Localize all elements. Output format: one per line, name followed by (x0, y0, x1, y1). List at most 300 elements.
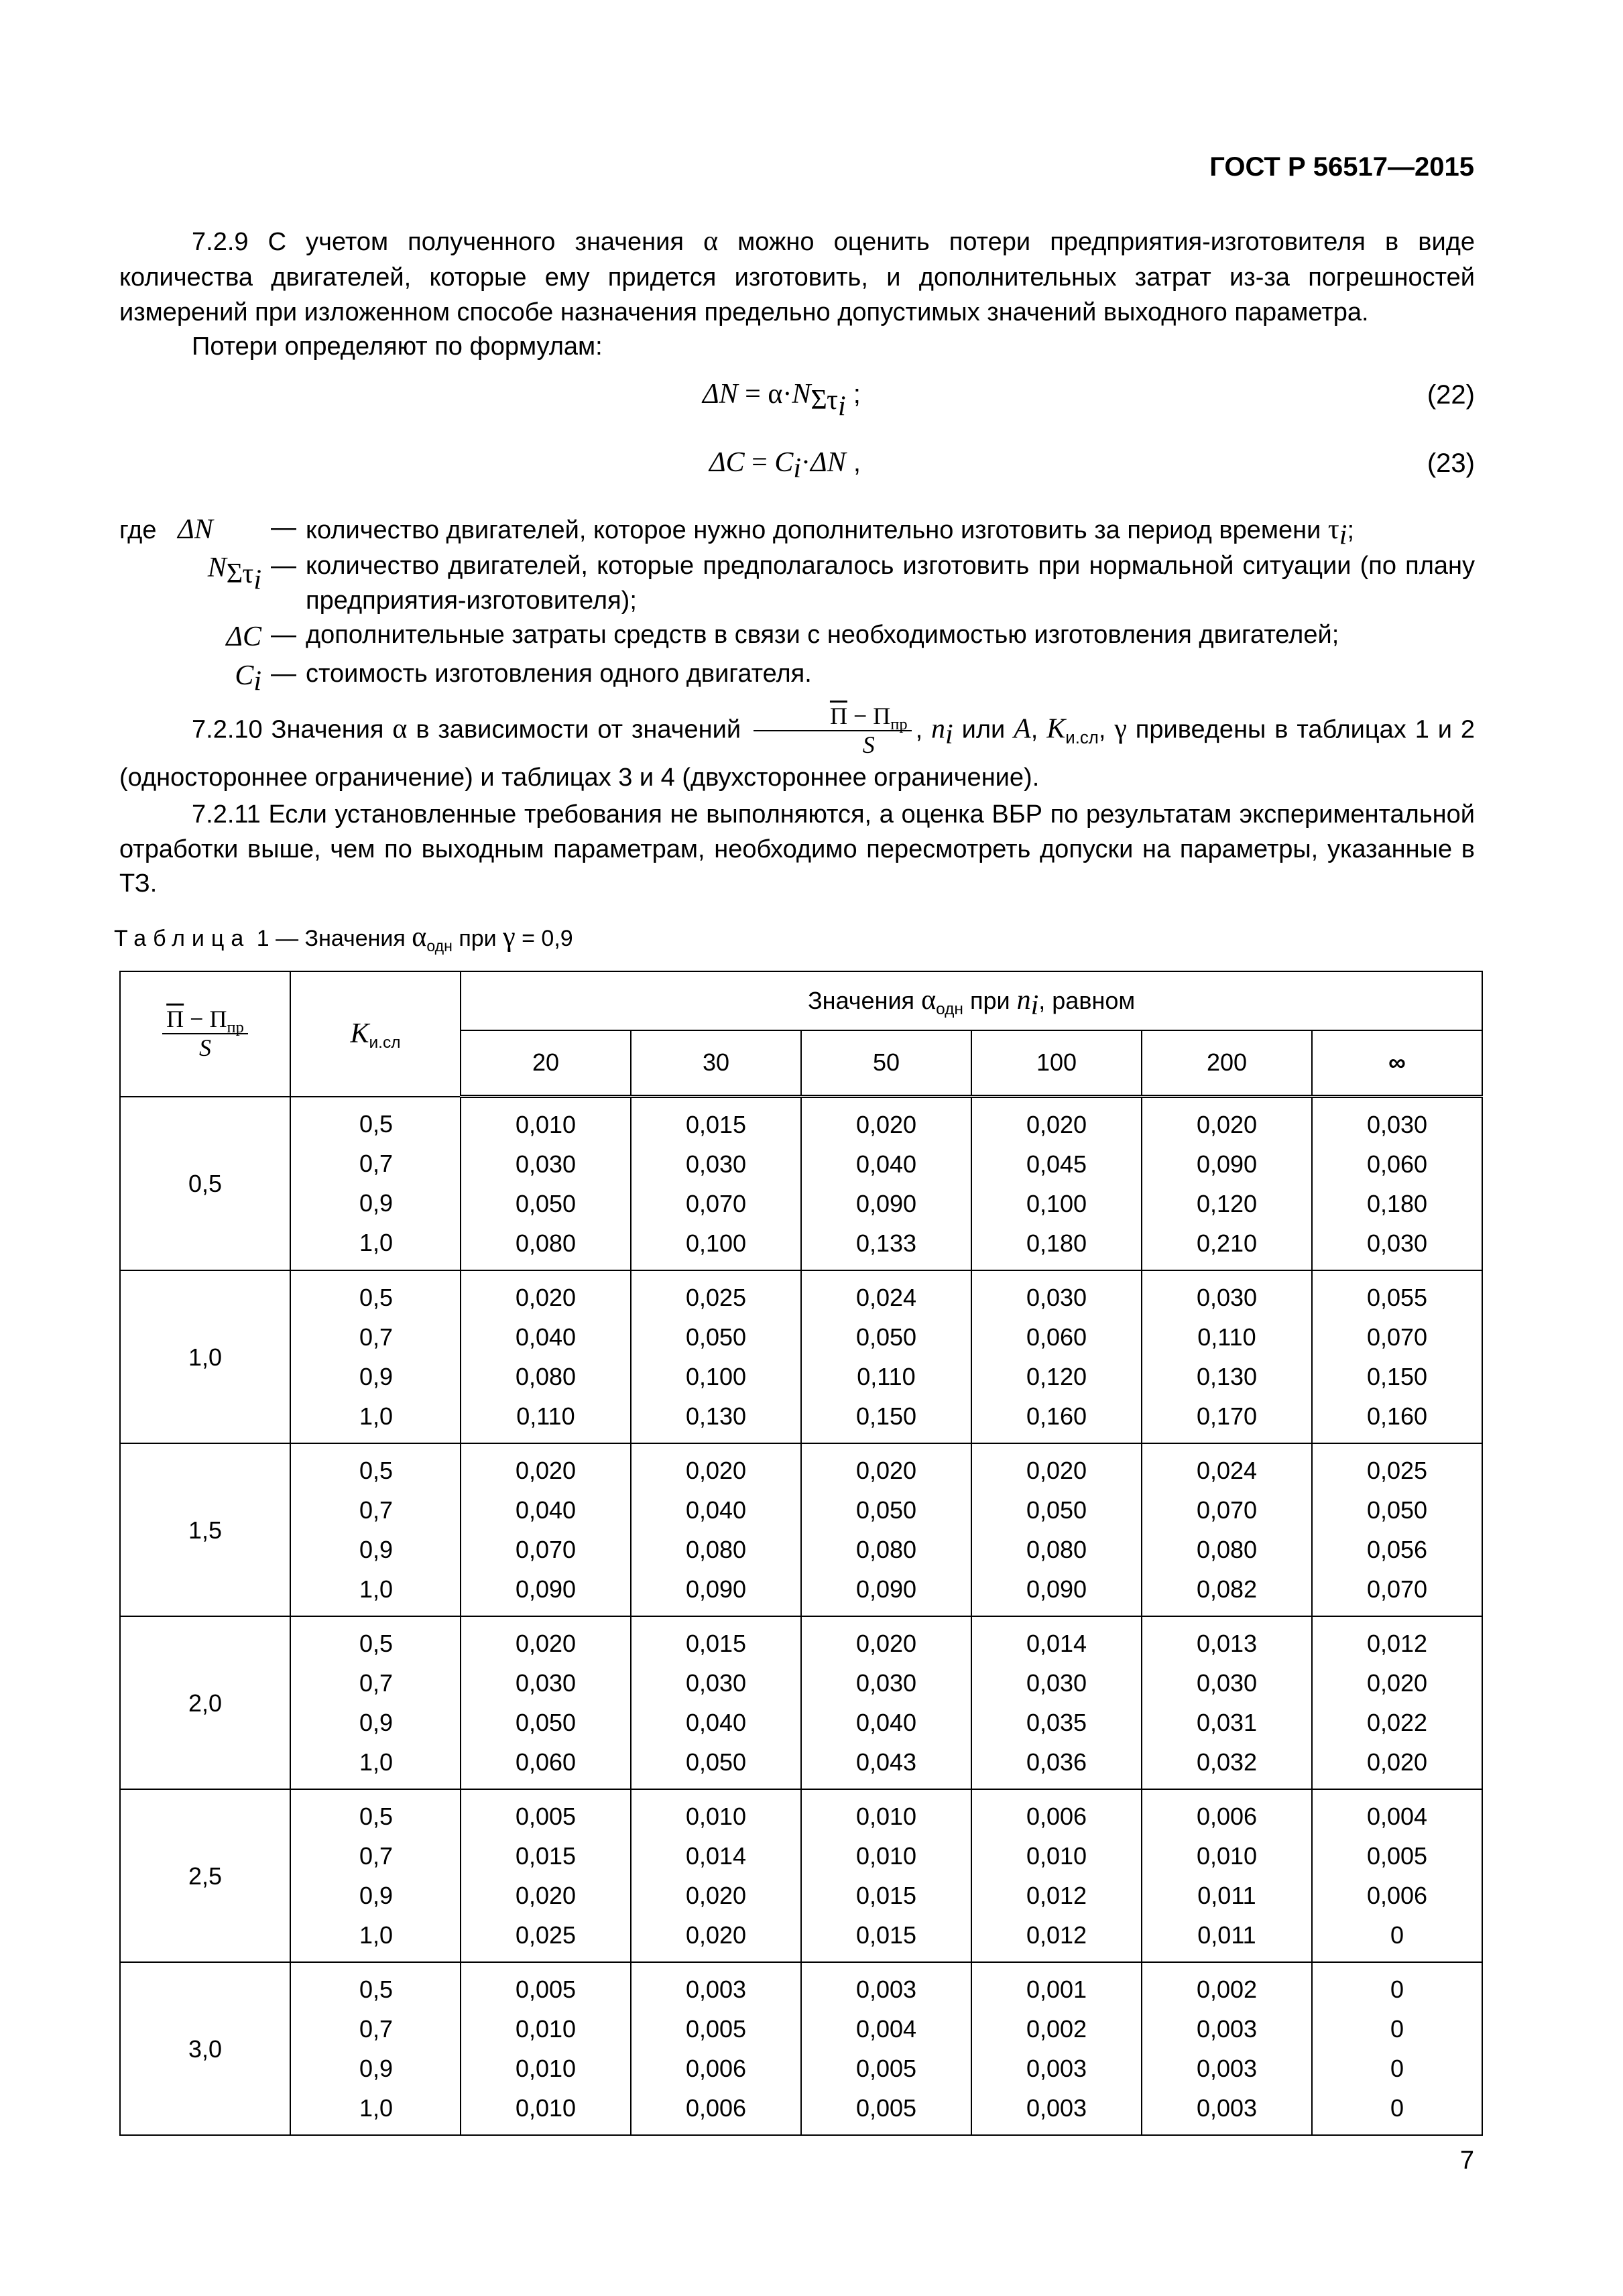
header-k (290, 971, 461, 1097)
alpha-value: 0,050 (685, 1748, 747, 1776)
fraction-numerator: П (829, 703, 847, 729)
subscript: i (1339, 520, 1347, 551)
alpha-value: 0,011 (1197, 1921, 1256, 1949)
alpha-values (971, 1097, 1142, 1271)
alpha-value: 0,060 (515, 1748, 577, 1776)
alpha-value: 0,082 (1196, 1575, 1258, 1603)
alpha-value: 0,170 (1196, 1402, 1258, 1430)
k-value: 0,7 (359, 1669, 393, 1697)
alpha-values (461, 1962, 631, 2135)
header-n-value: 50 (801, 1030, 971, 1097)
alpha-value: 0,002 (1196, 1976, 1258, 2003)
alpha-value: 0,020 (685, 1457, 747, 1484)
alpha-value: 0,180 (1366, 1190, 1428, 1217)
alpha-value: 0,060 (1366, 1150, 1428, 1178)
k-value: 0,7 (359, 1496, 393, 1524)
alpha-values (801, 1616, 971, 1789)
k-value: 0,7 (359, 1150, 393, 1178)
alpha-value: 0,020 (685, 1882, 747, 1909)
alpha-value: 0,110 (1197, 1323, 1256, 1351)
alpha-value: 0 (1390, 1976, 1404, 2003)
formula-22 (703, 375, 861, 422)
alpha-values (461, 1270, 631, 1443)
table-row-group (120, 1097, 1482, 1271)
alpha-values (1312, 1616, 1482, 1789)
subscript: i (253, 564, 261, 596)
alpha-value: 0,080 (685, 1536, 747, 1563)
k-symbol: K (350, 1018, 369, 1049)
k-value: 0,9 (359, 1363, 393, 1390)
alpha-values (971, 1789, 1142, 1962)
alpha-value: 0,090 (855, 1190, 917, 1217)
alpha-value: 0,050 (1026, 1496, 1087, 1524)
alpha-values (801, 1962, 971, 2135)
alpha-value: 0,070 (1366, 1575, 1428, 1603)
text: приведены в таблицах 1 и 2 (одностороннее ограничение) и таблицах 3 и 4 (двухстороннее ограничение). (119, 715, 1475, 792)
alpha-value: 0,010 (855, 1803, 917, 1830)
symbol-definitions (119, 511, 1475, 695)
alpha-value: 0,012 (1026, 1921, 1087, 1949)
alpha-value: 0,133 (855, 1229, 917, 1257)
alpha-value: 0,020 (1366, 1669, 1428, 1697)
text: , (1098, 715, 1115, 744)
alpha-value: 0,130 (1196, 1363, 1258, 1390)
k-value: 0,9 (359, 1709, 393, 1736)
alpha-value: 0,012 (1366, 1630, 1428, 1657)
alpha-value: 0,010 (685, 1803, 747, 1830)
alpha-value: 0 (1390, 2055, 1404, 2082)
alpha-value: 0,020 (515, 1457, 577, 1484)
k-value: 0,5 (359, 1630, 393, 1657)
alpha-value: 0,120 (1026, 1363, 1087, 1390)
subscript: i (1030, 990, 1039, 1022)
ratio-value: 2,5 (120, 1789, 290, 1962)
alpha-value: 0 (1390, 2094, 1404, 2122)
alpha-value: 0,040 (685, 1496, 747, 1524)
alpha-values (461, 1616, 631, 1789)
definition-symbol (119, 511, 261, 549)
formula-lhs: ΔC (709, 447, 745, 478)
alpha-value: 0,004 (1366, 1803, 1428, 1830)
fraction-numerator: П (166, 1005, 184, 1032)
alpha-value: 0,160 (1366, 1402, 1428, 1430)
alpha-value: 0,090 (685, 1575, 747, 1603)
definition-text: стоимость изготовления одного двигателя. (306, 659, 812, 688)
text: , (915, 715, 932, 744)
alpha-value: 0,005 (855, 2094, 917, 2122)
definition-text (306, 511, 1475, 549)
alpha-value: 0,043 (855, 1748, 917, 1776)
alpha-value: 0,020 (1026, 1457, 1087, 1484)
alpha-value: 0,006 (685, 2094, 747, 2122)
n-symbol: N (792, 379, 811, 410)
alpha-value: 0,045 (1026, 1150, 1087, 1178)
alpha-value: 0,020 (1366, 1748, 1428, 1776)
alpha-values (1312, 1789, 1482, 1962)
gamma-symbol: γ (1114, 713, 1127, 745)
alpha-value: 0,030 (515, 1669, 577, 1697)
alpha-value: 0 (1390, 1921, 1404, 1949)
alpha-values (1142, 1789, 1312, 1962)
alpha-value: 0,006 (1366, 1882, 1428, 1909)
n-symbol: n (1016, 985, 1031, 1016)
alpha-value: 0,040 (855, 1709, 917, 1736)
alpha-value: 0,010 (1026, 1842, 1087, 1870)
alpha-value: 0,040 (515, 1496, 577, 1524)
k-value: 0,5 (359, 1457, 393, 1484)
subscript: i (793, 453, 802, 484)
text: можно оценить потери предприятия-изготовителя в виде количества двигателей, которые ему придется изготовить, и дополнительных затрат из-за погрешностей измерений при изложенном способе назначения предельно допустимых значений выходного параметра. (119, 228, 1476, 326)
alpha-values (1312, 1270, 1482, 1443)
k-values (290, 1789, 461, 1962)
alpha-symbol: α (392, 713, 408, 745)
alpha-value: 0,055 (1366, 1284, 1428, 1311)
alpha-value: 0,015 (855, 1882, 917, 1909)
alpha-value: 0,003 (1196, 2015, 1258, 2043)
alpha-value: 0,030 (685, 1669, 747, 1697)
alpha-value: 0,070 (1196, 1496, 1258, 1524)
alpha-value: 0,010 (1196, 1842, 1258, 1870)
alpha-value: 0,031 (1196, 1709, 1258, 1736)
alpha-value: 0,003 (855, 1976, 917, 2003)
k-values (290, 1443, 461, 1616)
k-value: 1,0 (359, 1575, 393, 1603)
alpha-value: 0,030 (855, 1669, 917, 1697)
k-value: 0,5 (359, 1976, 393, 2003)
alpha-symbol: α (921, 985, 937, 1016)
alpha-value: 0,015 (515, 1842, 577, 1870)
k-value: 0,7 (359, 1323, 393, 1351)
alpha-value: 0,005 (685, 2015, 747, 2043)
alpha-value: 0,014 (685, 1842, 747, 1870)
definition-symbol (119, 549, 261, 618)
punctuation: , (845, 448, 861, 477)
alpha-value: 0 (1390, 2015, 1404, 2043)
alpha-symbol: α (768, 379, 783, 410)
alpha-value: 0,006 (1196, 1803, 1258, 1830)
alpha-value: 0,050 (515, 1709, 577, 1736)
alpha-value: 0,003 (685, 1976, 747, 2003)
subscript: одн (426, 936, 453, 955)
formula-23 (709, 444, 861, 482)
alpha-value: 0,020 (515, 1630, 577, 1657)
alpha-value: 0,030 (1366, 1229, 1428, 1257)
alpha-value: 0,130 (685, 1402, 747, 1430)
definition-row (119, 657, 1475, 695)
k-value: 0,9 (359, 1536, 393, 1563)
alpha-value: 0,011 (1197, 1882, 1256, 1909)
c-symbol: C (774, 447, 794, 478)
alpha-values (1142, 1962, 1312, 2135)
dot-operator: · (801, 447, 811, 478)
ratio-value: 2,0 (120, 1616, 290, 1789)
fraction-denominator: S (199, 1034, 211, 1062)
alpha-values (971, 1962, 1142, 2135)
equals-sign: = (744, 447, 775, 478)
ratio-value: 3,0 (120, 1962, 290, 2135)
header-n-value: 100 (971, 1030, 1142, 1097)
definition-row (119, 511, 1475, 549)
ratio-value: 0,5 (120, 1097, 290, 1271)
header-ratio (120, 971, 290, 1097)
alpha-value: 0,030 (1366, 1111, 1428, 1138)
text: или (953, 715, 1014, 744)
alpha-value: 0,120 (1196, 1190, 1258, 1217)
equation-number-23: (23) (1427, 448, 1475, 478)
alpha-values (1142, 1270, 1312, 1443)
k-value: 0,5 (359, 1284, 393, 1311)
ratio-value: 1,0 (120, 1270, 290, 1443)
symbol: ΔC (226, 621, 261, 653)
text: ; (1347, 516, 1355, 544)
alpha-value: 0,035 (1026, 1709, 1087, 1736)
definition-text: количество двигателей, которые предполагалось изготовить при нормальной ситуации (по плану предприятия-изготовителя); (306, 552, 1475, 615)
alpha-value: 0,050 (685, 1323, 747, 1351)
symbol: ΔN (178, 514, 213, 545)
alpha-value: 0,020 (515, 1284, 577, 1311)
alpha-value: 0,022 (1366, 1709, 1428, 1736)
table-caption (114, 918, 573, 957)
alpha-value: 0,020 (855, 1630, 917, 1657)
alpha-value: 0,080 (515, 1229, 577, 1257)
paragraph-7-2-11: 7.2.11 Если установленные требования не выполняются, а оценка ВБР по результатам экспериментальной отработки выше, чем по выходным параметрам, необходимо пересмотреть допуски на параметры, указанные в ТЗ. (119, 800, 1475, 898)
alpha-value: 0,040 (855, 1150, 917, 1178)
alpha-value: 0,003 (1026, 2094, 1087, 2122)
dash: — (271, 552, 296, 581)
dot-operator: · (782, 379, 792, 410)
alpha-value: 0,080 (855, 1536, 917, 1563)
text: 7.2.10 Значения (192, 715, 393, 744)
text: , (1030, 715, 1047, 744)
table-row-group (120, 1616, 1482, 1789)
subscript: Στ (226, 558, 254, 589)
alpha-value: 0,030 (1026, 1669, 1087, 1697)
header-text: Значения (807, 987, 922, 1015)
k-value: 0,5 (359, 1803, 393, 1830)
alpha-value: 0,013 (1196, 1630, 1258, 1657)
header-text: при (963, 987, 1017, 1015)
alpha-value: 0,015 (685, 1111, 747, 1138)
caption-text: 1 — Значения (250, 926, 412, 951)
formula-lhs: ΔN (703, 379, 738, 410)
alpha-value: 0,160 (1026, 1402, 1087, 1430)
k-value: 0,5 (359, 1110, 393, 1138)
alpha-values (631, 1443, 801, 1616)
alpha-value: 0,002 (1026, 2015, 1087, 2043)
alpha-value: 0,040 (685, 1709, 747, 1736)
k-symbol: K (1046, 713, 1066, 745)
alpha-values (1312, 1443, 1482, 1616)
alpha-value: 0,110 (516, 1402, 575, 1430)
alpha-value: 0,090 (515, 1575, 577, 1603)
alpha-value: 0,010 (515, 2055, 577, 2082)
alpha-value: 0,030 (685, 1150, 747, 1178)
alpha-value: 0,005 (515, 1803, 577, 1830)
k-value: 1,0 (359, 2094, 393, 2122)
header-text: , равном (1038, 987, 1136, 1015)
alpha-value: 0,024 (855, 1284, 917, 1311)
page-number: 7 (1459, 2147, 1474, 2175)
alpha-value: 0,150 (855, 1402, 917, 1430)
definition-symbol (119, 618, 261, 656)
alpha-value: 0,020 (855, 1457, 917, 1484)
header-n-value: 30 (631, 1030, 801, 1097)
alpha-value: 0,080 (515, 1363, 577, 1390)
dash: — (271, 621, 296, 650)
alpha-value: 0,090 (855, 1575, 917, 1603)
fraction-numerator: − П (847, 703, 891, 729)
paragraph-7-2-10 (119, 703, 1475, 902)
alpha-value: 0,070 (515, 1536, 577, 1563)
alpha-value: 0,005 (855, 2055, 917, 2082)
alpha-values (631, 1789, 801, 1962)
k-value: 0,7 (359, 1842, 393, 1870)
header-n-value: ∞ (1312, 1030, 1482, 1097)
alpha-value: 0,056 (1366, 1536, 1428, 1563)
definition-row (119, 549, 1475, 618)
text: 7.2.9 С учетом полученного значения (192, 228, 704, 256)
fraction-numerator: − П (184, 1005, 227, 1032)
symbol: N (207, 552, 227, 584)
alpha-values (971, 1616, 1142, 1789)
losses-intro: Потери определяют по формулам: (192, 333, 603, 361)
k-value: 0,9 (359, 1189, 393, 1217)
punctuation: ; (845, 379, 861, 409)
alpha-value: 0,030 (515, 1150, 577, 1178)
caption-text: = 0,9 (515, 926, 573, 951)
alpha-value: 0,080 (1196, 1536, 1258, 1563)
ratio-value: 1,5 (120, 1443, 290, 1616)
alpha-value: 0,012 (1026, 1882, 1087, 1909)
alpha-values (801, 1097, 971, 1271)
alpha-values (1142, 1443, 1312, 1616)
alpha-value: 0,036 (1026, 1748, 1087, 1776)
header-n-value: 20 (461, 1030, 631, 1097)
alpha-value: 0,005 (1366, 1842, 1428, 1870)
alpha-value: 0,001 (1026, 1976, 1087, 2003)
subscript: пр (227, 1018, 244, 1037)
ratio-fraction (754, 703, 912, 760)
alpha-value: 0,050 (515, 1190, 577, 1217)
dash: — (271, 659, 296, 688)
alpha-value: 0,003 (1196, 2094, 1258, 2122)
symbol: C (235, 660, 254, 691)
alpha-symbol: α (412, 922, 427, 953)
subscript: i (945, 719, 953, 751)
tau-symbol: τ (1327, 514, 1339, 545)
k-values (290, 1097, 461, 1271)
alpha-values (1142, 1097, 1312, 1271)
alpha-value: 0,024 (1196, 1457, 1258, 1484)
alpha-value: 0,032 (1196, 1748, 1258, 1776)
alpha-value: 0,050 (1366, 1496, 1428, 1524)
alpha-values (1312, 1962, 1482, 2135)
alpha-values (631, 1270, 801, 1443)
table-row-group (120, 1962, 1482, 2135)
k-values (290, 1962, 461, 2135)
table-row-group (120, 1443, 1482, 1616)
alpha-values (631, 1962, 801, 2135)
alpha-value: 0,070 (1366, 1323, 1428, 1351)
n-symbol: n (931, 713, 946, 745)
alpha-value: 0,030 (1026, 1284, 1087, 1311)
subscript: i (253, 666, 261, 697)
alpha-value: 0,100 (1026, 1190, 1087, 1217)
alpha-value: 0,210 (1196, 1229, 1258, 1257)
alpha-values (801, 1443, 971, 1616)
alpha-value: 0,025 (1366, 1457, 1428, 1484)
k-value: 0,9 (359, 1882, 393, 1909)
equation-number-22: (22) (1427, 380, 1475, 410)
alpha-values (1142, 1616, 1312, 1789)
alpha-value: 0,150 (1366, 1363, 1428, 1390)
k-values (290, 1270, 461, 1443)
alpha-value: 0,010 (515, 2015, 577, 2043)
k-values (290, 1616, 461, 1789)
alpha-value: 0,030 (1196, 1284, 1258, 1311)
alpha-value: 0,050 (855, 1323, 917, 1351)
alpha-value: 0,100 (685, 1229, 747, 1257)
alpha-values (801, 1270, 971, 1443)
alpha-value: 0,020 (1026, 1111, 1087, 1138)
alpha-values (631, 1616, 801, 1789)
caption-label: Таблица (114, 926, 251, 951)
table-row-group (120, 1789, 1482, 1962)
equals-sign: = (737, 379, 768, 410)
gamma-symbol: γ (503, 922, 516, 953)
alpha-value: 0,030 (1196, 1669, 1258, 1697)
caption-text: при (452, 926, 503, 951)
alpha-value: 0,003 (1196, 2055, 1258, 2082)
alpha-values (461, 1443, 631, 1616)
k-value: 0,7 (359, 2015, 393, 2043)
alpha-value: 0,020 (685, 1921, 747, 1949)
subscript: одн (936, 1000, 963, 1019)
subscript: пр (890, 715, 908, 734)
table-row-group (120, 1270, 1482, 1443)
dash: — (271, 513, 296, 542)
definition-row (119, 618, 1475, 656)
alpha-values (971, 1443, 1142, 1616)
text: количество двигателей, которое нужно дополнительно изготовить за период времени (306, 516, 1328, 544)
subscript: Στ (810, 385, 838, 416)
delta-n-symbol: ΔN (810, 447, 846, 478)
paragraph-7-2-9 (119, 223, 1475, 365)
alpha-values (461, 1097, 631, 1271)
alpha-value: 0,010 (855, 1842, 917, 1870)
text: в зависимости от значений (407, 715, 749, 744)
alpha-value: 0,070 (685, 1190, 747, 1217)
alpha-value: 0,020 (515, 1882, 577, 1909)
alpha-value: 0,025 (685, 1284, 747, 1311)
fraction-denominator: S (862, 731, 875, 759)
alpha-value: 0,050 (855, 1496, 917, 1524)
alpha-value: 0,006 (685, 2055, 747, 2082)
alpha-values-table (119, 971, 1483, 2136)
alpha-values (971, 1270, 1142, 1443)
definition-text: дополнительные затраты средств в связи с необходимостью изготовления двигателей; (306, 621, 1339, 650)
alpha-value: 0,015 (855, 1921, 917, 1949)
subscript: и.сл (1065, 729, 1099, 748)
alpha-value: 0,004 (855, 2015, 917, 2043)
alpha-values (461, 1789, 631, 1962)
k-value: 1,0 (359, 1748, 393, 1776)
alpha-values (631, 1097, 801, 1271)
alpha-value: 0,060 (1026, 1323, 1087, 1351)
header-group (461, 971, 1482, 1030)
alpha-value: 0,003 (1026, 2055, 1087, 2082)
document-id: ГОСТ Р 56517—2015 (1209, 152, 1474, 182)
